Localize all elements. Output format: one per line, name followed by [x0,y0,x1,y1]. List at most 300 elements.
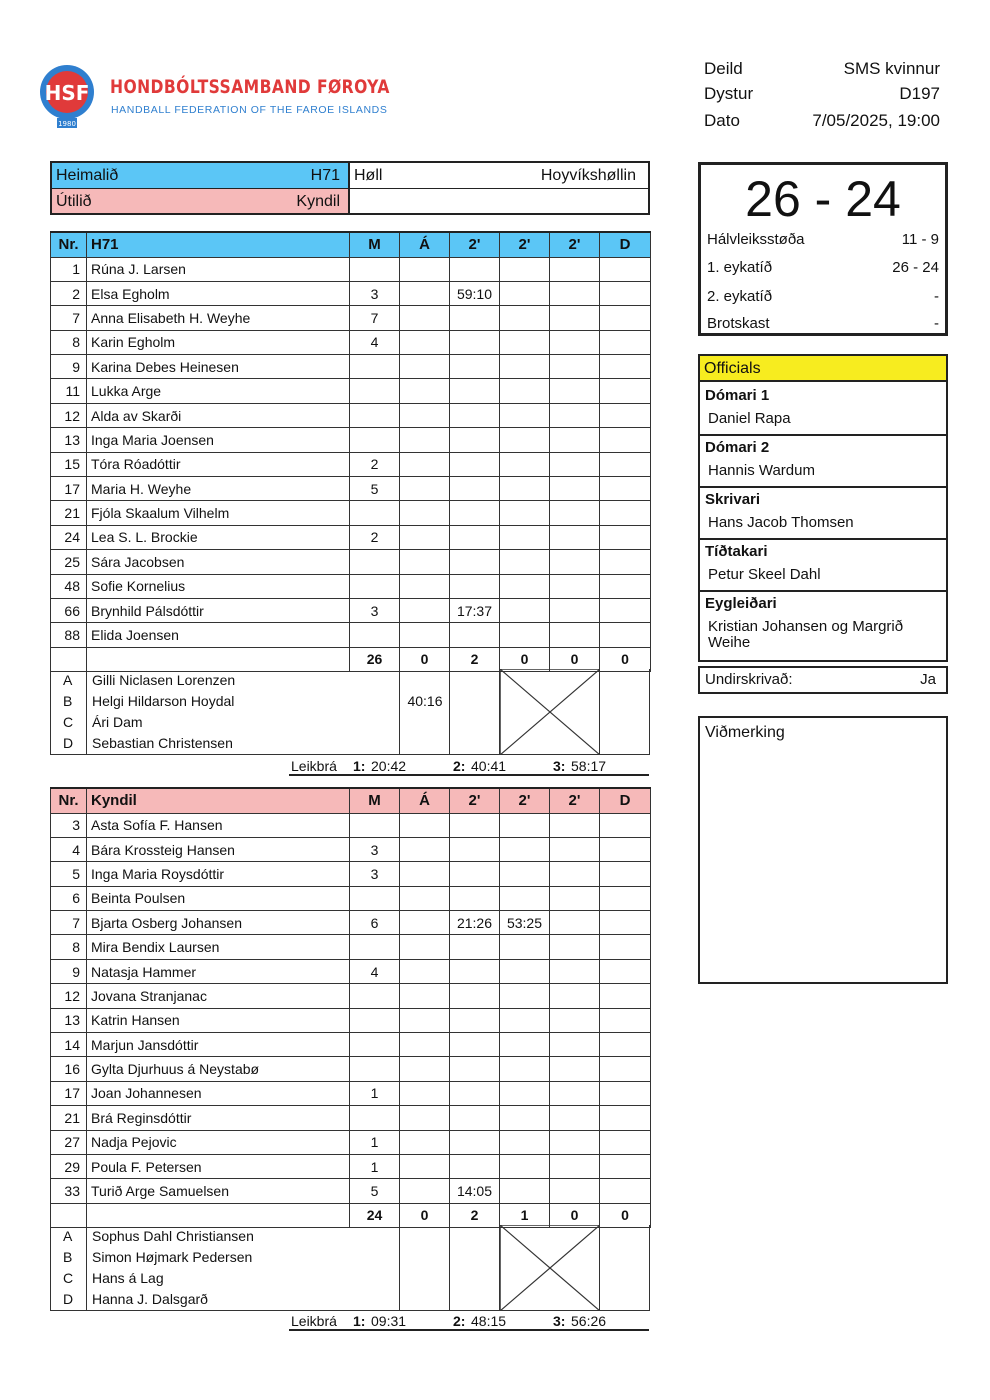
player-t1: 17:37 [450,598,500,622]
crossed-box-icon [500,669,600,755]
player-m [350,574,400,598]
player-d [600,330,651,354]
player-t2 [500,1057,550,1081]
remark-box [698,716,948,984]
player-d [600,886,651,910]
player-number: 3 [51,813,87,837]
table-row [51,525,651,549]
player-a [400,959,450,983]
meta-label: Dato [704,111,740,130]
player-a [400,1154,450,1178]
officials-box [698,354,948,662]
player-m: 1 [350,1081,400,1105]
player-name: Lea S. L. Brockie [87,525,350,549]
venue-cell [350,163,648,188]
player-t2 [500,886,550,910]
player-t3 [550,355,600,379]
official-name: Hans Jacob Thomsen [708,514,854,531]
totals-empty [87,1203,350,1227]
player-t3 [550,477,600,501]
staff-name: Hanna J. Dalsgarð [92,1291,208,1307]
player-m [350,355,400,379]
player-t1 [450,886,500,910]
player-a [400,477,450,501]
col-header-d: D [600,232,651,257]
table-row [51,1130,651,1154]
staff-warning: 40:16 [407,693,443,709]
player-name: Alda av Skarði [87,403,350,427]
player-t2 [500,837,550,861]
player-t3 [550,1008,600,1032]
official-entry [700,384,946,436]
player-t2 [500,257,550,281]
player-name: Sofie Kornelius [87,574,350,598]
home-roster-table [50,231,651,672]
official-entry [700,540,946,592]
player-m [350,886,400,910]
table-row [51,1081,651,1105]
col-header-nr: Nr. [51,232,87,257]
player-t3 [550,1033,600,1057]
remark-label: Viðmerking [705,724,785,741]
player-number: 24 [51,525,87,549]
staff-name: Helgi Hildarson Hoydal [92,693,235,709]
table-row [51,355,651,379]
player-name: Mira Bendix Laursen [87,935,350,959]
player-t1 [450,1154,500,1178]
total-t2: 0 [500,647,550,671]
score-row-label: 2. eykatíð [707,288,773,305]
player-a [400,281,450,305]
total-t1: 2 [450,647,500,671]
player-d [600,574,651,598]
player-t2 [500,1106,550,1130]
player-a [400,1057,450,1081]
player-t1 [450,428,500,452]
col-header-two3: 2' [550,788,600,813]
player-name: Joan Johannesen [87,1081,350,1105]
player-t2: 53:25 [500,911,550,935]
player-number: 13 [51,1008,87,1032]
player-t3 [550,550,600,574]
staff-letter: D [63,735,74,751]
venue-label: Høll [354,167,383,184]
score-row [707,312,939,336]
home-team-cell [52,163,350,188]
away-team-cell [52,189,350,213]
player-t3 [550,379,600,403]
official-name: Daniel Rapa [708,410,791,427]
player-a [400,379,450,403]
table-row [51,862,651,886]
staff-warning [400,1247,450,1268]
player-m: 5 [350,1179,400,1203]
staff-warning [400,670,450,691]
total-d: 0 [600,1203,651,1227]
score-box [698,162,948,336]
player-t2 [500,598,550,622]
player-name: Jovana Stranjanac [87,984,350,1008]
player-t1 [450,1081,500,1105]
totals-row [51,647,651,671]
player-a [400,911,450,935]
player-d [600,355,651,379]
svg-text:HSF: HSF [44,81,90,105]
player-t1 [450,623,500,647]
total-t1: 2 [450,1203,500,1227]
away-timeouts [289,1311,649,1331]
player-m [350,1033,400,1057]
table-row [51,403,651,427]
player-name: Marjun Jansdóttir [87,1033,350,1057]
player-a [400,1081,450,1105]
player-t3 [550,428,600,452]
player-name: Poula F. Petersen [87,1154,350,1178]
table-row [51,550,651,574]
player-d [600,379,651,403]
player-m [350,984,400,1008]
player-t3 [550,330,600,354]
table-row [51,984,651,1008]
score-row [707,285,939,309]
player-t1 [450,813,500,837]
player-t2 [500,1081,550,1105]
player-t1 [450,452,500,476]
player-t1 [450,501,500,525]
signed-label: Undirskrivað: [705,671,793,688]
player-name: Brá Reginsdóttir [87,1106,350,1130]
staff-letter: C [63,714,74,730]
table-row [51,477,651,501]
player-d [600,1106,651,1130]
player-d [600,862,651,886]
total-t2: 1 [500,1203,550,1227]
staff-letter: B [63,1249,73,1265]
timeout-1: 20:42 [371,758,407,774]
player-t3 [550,257,600,281]
table-row [51,1179,651,1203]
player-name: Gylta Djurhuus á Neystabø [87,1057,350,1081]
player-d [600,306,651,330]
staff-name: Hans á Lag [92,1270,164,1286]
signed-row [698,666,948,694]
player-t1 [450,984,500,1008]
timeout-1: 09:31 [371,1313,407,1329]
player-t2 [500,574,550,598]
home-team-name: H71 [310,167,340,184]
player-t3 [550,1179,600,1203]
staff-letter: D [63,1291,74,1307]
away-label: Útilið [56,193,92,210]
official-entry [700,488,946,540]
meta-value: SMS kvinnur [843,59,940,78]
player-number: 5 [51,862,87,886]
player-t3 [550,837,600,861]
player-t3 [550,813,600,837]
player-a [400,623,450,647]
home-staff-table [50,669,650,755]
official-role: Skrivari [705,491,761,508]
player-t3 [550,281,600,305]
player-d [600,477,651,501]
meta-value: 7/05/2025, 19:00 [812,111,940,130]
player-m [350,623,400,647]
player-name: Brynhild Pálsdóttir [87,598,350,622]
player-t3 [550,911,600,935]
player-t1 [450,862,500,886]
hsf-logo-icon [38,62,98,130]
staff-col-divider [86,1225,87,1311]
player-number: 11 [51,379,87,403]
player-name: Elida Joensen [87,623,350,647]
table-row [51,379,651,403]
final-score: 26 - 24 [745,171,901,227]
player-t2 [500,935,550,959]
federation-subtitle: HANDBALL FEDERATION OF THE FAROE ISLANDS [111,104,388,116]
player-t1 [450,837,500,861]
player-a [400,574,450,598]
player-number: 9 [51,959,87,983]
player-name: Karin Egholm [87,330,350,354]
player-name: Rúna J. Larsen [87,257,350,281]
player-number: 9 [51,355,87,379]
home-timeouts [289,756,649,776]
player-d [600,837,651,861]
player-m [350,403,400,427]
col-header-team: H71 [87,232,350,257]
player-d [600,1154,651,1178]
player-name: Karina Debes Heinesen [87,355,350,379]
player-m: 3 [350,862,400,886]
player-t3 [550,525,600,549]
col-header-nr: Nr. [51,788,87,813]
score-row [707,228,939,252]
table-row [51,574,651,598]
col-header-two2: 2' [500,232,550,257]
player-t3 [550,984,600,1008]
score-row-value: 26 - 24 [892,259,939,276]
official-name: Petur Skeel Dahl [708,566,821,583]
staff-letter: C [63,1270,74,1286]
player-a [400,935,450,959]
player-t3 [550,623,600,647]
staff-letter: A [63,672,73,688]
player-t3 [550,862,600,886]
player-a [400,355,450,379]
federation-logo [38,62,390,130]
player-t1 [450,477,500,501]
player-t3 [550,452,600,476]
meta-label: Dystur [704,84,754,103]
player-d [600,813,651,837]
player-d [600,501,651,525]
player-number: 8 [51,330,87,354]
player-t1 [450,257,500,281]
player-t2 [500,550,550,574]
score-row-value: - [934,288,939,305]
player-number: 7 [51,306,87,330]
totals-empty [51,647,87,671]
player-a [400,1008,450,1032]
player-t1 [450,1106,500,1130]
player-m: 3 [350,598,400,622]
player-t2 [500,1033,550,1057]
table-header-row [51,788,651,813]
table-row [51,959,651,983]
player-number: 14 [51,1033,87,1057]
col-header-a: Á [400,788,450,813]
col-header-m: M [350,788,400,813]
player-t2 [500,984,550,1008]
timeout-3-label: 3: [553,1313,566,1329]
col-header-d: D [600,788,651,813]
player-t2 [500,306,550,330]
table-row [51,813,651,837]
official-name: Kristian Johansen og Margrið Weihe [708,618,904,651]
score-row-label: 1. eykatíð [707,259,773,276]
player-a [400,330,450,354]
player-t2 [500,330,550,354]
player-d [600,935,651,959]
player-m: 4 [350,959,400,983]
home-label: Heimalið [56,167,119,184]
player-name: Sára Jacobsen [87,550,350,574]
staff-name: Sophus Dahl Christiansen [92,1228,254,1244]
player-d [600,428,651,452]
staff-letter: B [63,693,73,709]
player-m [350,428,400,452]
table-row [51,330,651,354]
player-t2 [500,959,550,983]
logo-year: 1980 [58,120,76,128]
timeout-label: Leikbrá [291,1313,337,1329]
player-t1 [450,550,500,574]
score-row-label: Hálvleiksstøða [707,231,805,248]
player-number: 33 [51,1179,87,1203]
player-a [400,257,450,281]
player-m [350,935,400,959]
total-t3: 0 [550,1203,600,1227]
player-number: 16 [51,1057,87,1081]
player-t3 [550,1106,600,1130]
col-header-two1: 2' [450,232,500,257]
player-a [400,598,450,622]
timeout-3: 56:26 [571,1313,607,1329]
player-name: Inga Maria Roysdóttir [87,862,350,886]
venue-name: Hoyvíkshøllin [540,167,636,184]
player-number: 1 [51,257,87,281]
total-d: 0 [600,647,651,671]
player-t3 [550,1057,600,1081]
total-m: 24 [350,1203,400,1227]
player-t3 [550,935,600,959]
timeout-3-label: 3: [553,758,566,774]
official-entry [700,592,946,660]
player-t3 [550,959,600,983]
player-a [400,837,450,861]
score-row-value: 11 - 9 [901,231,939,248]
player-name: Anna Elisabeth H. Weyhe [87,306,350,330]
player-t2 [500,1130,550,1154]
table-row [51,1106,651,1130]
player-t3 [550,501,600,525]
player-a [400,1033,450,1057]
staff-warning [400,1226,450,1247]
player-number: 29 [51,1154,87,1178]
table-row [51,257,651,281]
total-m: 26 [350,647,400,671]
staff-name: Ári Dam [92,714,143,730]
player-number: 25 [51,550,87,574]
venue-empty-cell [350,189,648,213]
table-row [51,501,651,525]
player-m [350,1106,400,1130]
player-d [600,1033,651,1057]
player-m [350,1008,400,1032]
player-d [600,452,651,476]
player-a [400,452,450,476]
score-row [707,256,939,280]
player-name: Elsa Egholm [87,281,350,305]
player-t1 [450,403,500,427]
table-row [51,281,651,305]
player-a [400,403,450,427]
player-t2 [500,281,550,305]
player-t3 [550,1154,600,1178]
player-a [400,501,450,525]
player-t2 [500,1179,550,1203]
meta-row [704,81,940,106]
player-m: 4 [350,330,400,354]
player-number: 21 [51,1106,87,1130]
col-header-two1: 2' [450,788,500,813]
meta-row [704,106,940,134]
player-m: 5 [350,477,400,501]
player-a [400,984,450,1008]
timeout-1-label: 1: [353,1313,366,1329]
player-t1: 59:10 [450,281,500,305]
player-m [350,501,400,525]
player-number: 66 [51,598,87,622]
player-d [600,281,651,305]
staff-name: Simon Højmark Pedersen [92,1249,253,1265]
totals-empty [87,647,350,671]
player-t1 [450,1008,500,1032]
player-t1 [450,355,500,379]
player-t2 [500,379,550,403]
player-d [600,1081,651,1105]
player-t1 [450,935,500,959]
player-t2 [500,623,550,647]
timeout-1-label: 1: [353,758,366,774]
player-a [400,428,450,452]
player-d [600,525,651,549]
player-name: Nadja Pejovic [87,1130,350,1154]
player-t1 [450,959,500,983]
player-number: 27 [51,1130,87,1154]
player-m: 3 [350,281,400,305]
col-header-a: Á [400,232,450,257]
official-entry [700,436,946,488]
player-number: 7 [51,911,87,935]
player-number: 48 [51,574,87,598]
player-d [600,403,651,427]
player-a [400,550,450,574]
player-a [400,886,450,910]
player-name: Katrin Hansen [87,1008,350,1032]
total-a: 0 [400,1203,450,1227]
totals-empty [51,1203,87,1227]
